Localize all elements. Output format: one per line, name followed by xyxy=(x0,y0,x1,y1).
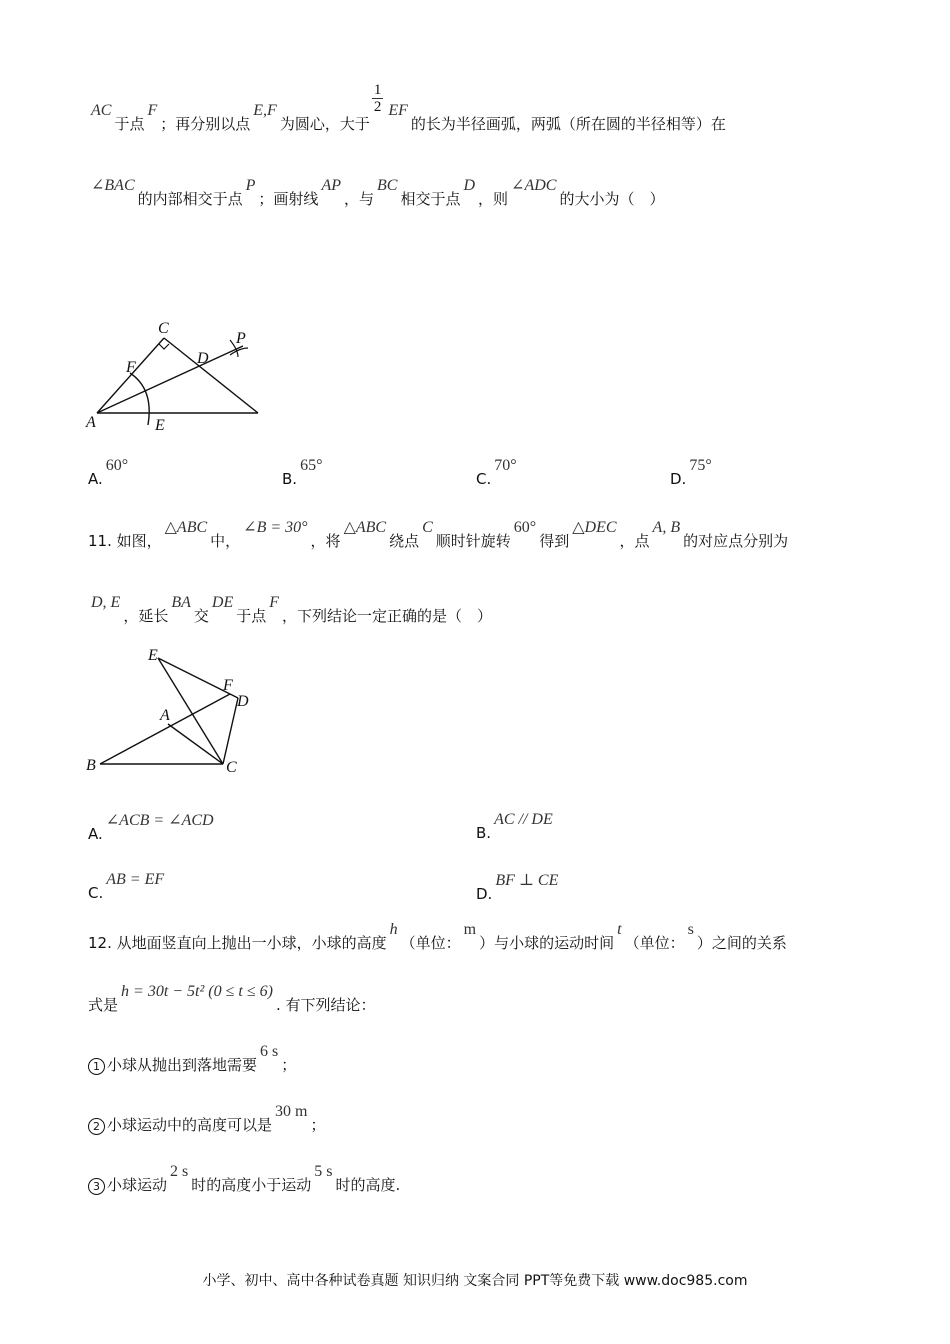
q11-option-a[interactable]: A.∠ACB = ∠ACD xyxy=(88,812,214,843)
q11-option-c[interactable]: C.AB = EF xyxy=(88,871,165,902)
segment-ac xyxy=(168,724,223,764)
q10-option-b[interactable]: B.65° xyxy=(282,457,323,488)
label-p: P xyxy=(236,330,246,347)
arc-p2 xyxy=(230,348,248,355)
q11-figure xyxy=(80,640,270,780)
q10-figure xyxy=(80,315,280,435)
q10-option-c[interactable]: C.70° xyxy=(476,457,517,488)
label-d: D xyxy=(197,350,209,367)
fraction: $\frac{1}{2}$ xyxy=(373,82,382,115)
right-angle-mark xyxy=(159,344,169,349)
label-d: D xyxy=(237,693,249,710)
q11-option-d[interactable]: D.BF ⊥ CE xyxy=(476,872,559,903)
segment-bf xyxy=(100,694,230,764)
circled-number: 1 xyxy=(88,1058,105,1075)
label-e: E xyxy=(155,417,165,434)
label-c: C xyxy=(158,320,169,337)
math: AC xyxy=(91,102,112,119)
segment-dc xyxy=(223,698,238,764)
label-a: A xyxy=(160,707,170,724)
q11-line-1: 11. 如图，△ABC中，∠B = 30°，将△ABC绕点C顺时针旋转60°得到△DEC，点A, B的对应点分别为 xyxy=(88,519,789,550)
q12-line-2: 式是h = 30t − 5t² (0 ≤ t ≤ 6). 有下列结论： xyxy=(88,983,376,1014)
q10-option-d[interactable]: D.75° xyxy=(670,457,712,488)
q12-item-1: 1 小球从抛出到落地需要6 s； xyxy=(88,1054,296,1075)
q11-line-2: D, E，延长BA交DE于点F，下列结论一定正确的是（ ） xyxy=(91,594,493,625)
label-c: C xyxy=(226,759,237,776)
circled-number: 2 xyxy=(88,1118,105,1135)
label-a: A xyxy=(86,414,96,431)
label-b: B xyxy=(86,757,96,774)
ray-ap xyxy=(97,346,243,413)
q10-line-1: AC于点F；再分别以点E,F为圆心，大于 $\frac{1}{2}$ EF的长为半径画弧，两弧（所在圆的半径相等）在 xyxy=(91,82,726,133)
page-footer: 小学、初中、高中各种试卷真题 知识归纳 文案合同 PPT等免费下载 www.doc985.com xyxy=(202,1273,748,1289)
q12-item-3: 3 小球运动2 s时的高度小于运动5 s时的高度. xyxy=(88,1174,400,1195)
arc-ef xyxy=(130,373,149,425)
q12-item-2: 2 小球运动中的高度可以是30 m； xyxy=(88,1114,325,1135)
q12-line-1: 12. 从地面竖直向上抛出一小球，小球的高度h（单位：m）与小球的运动时间t（单位：s）之间的关系 xyxy=(88,921,787,952)
label-f: F xyxy=(223,677,233,694)
label-f: F xyxy=(126,359,136,376)
q10-line-2: ∠BAC的内部相交于点P；画射线AP，与BC相交于点D，则∠ADC的大小为（ ） xyxy=(91,177,665,208)
label-e: E xyxy=(148,647,158,664)
q11-option-b[interactable]: B.AC // DE xyxy=(476,811,553,842)
q10-option-a[interactable]: A.60° xyxy=(88,457,129,488)
circled-number: 3 xyxy=(88,1178,105,1195)
